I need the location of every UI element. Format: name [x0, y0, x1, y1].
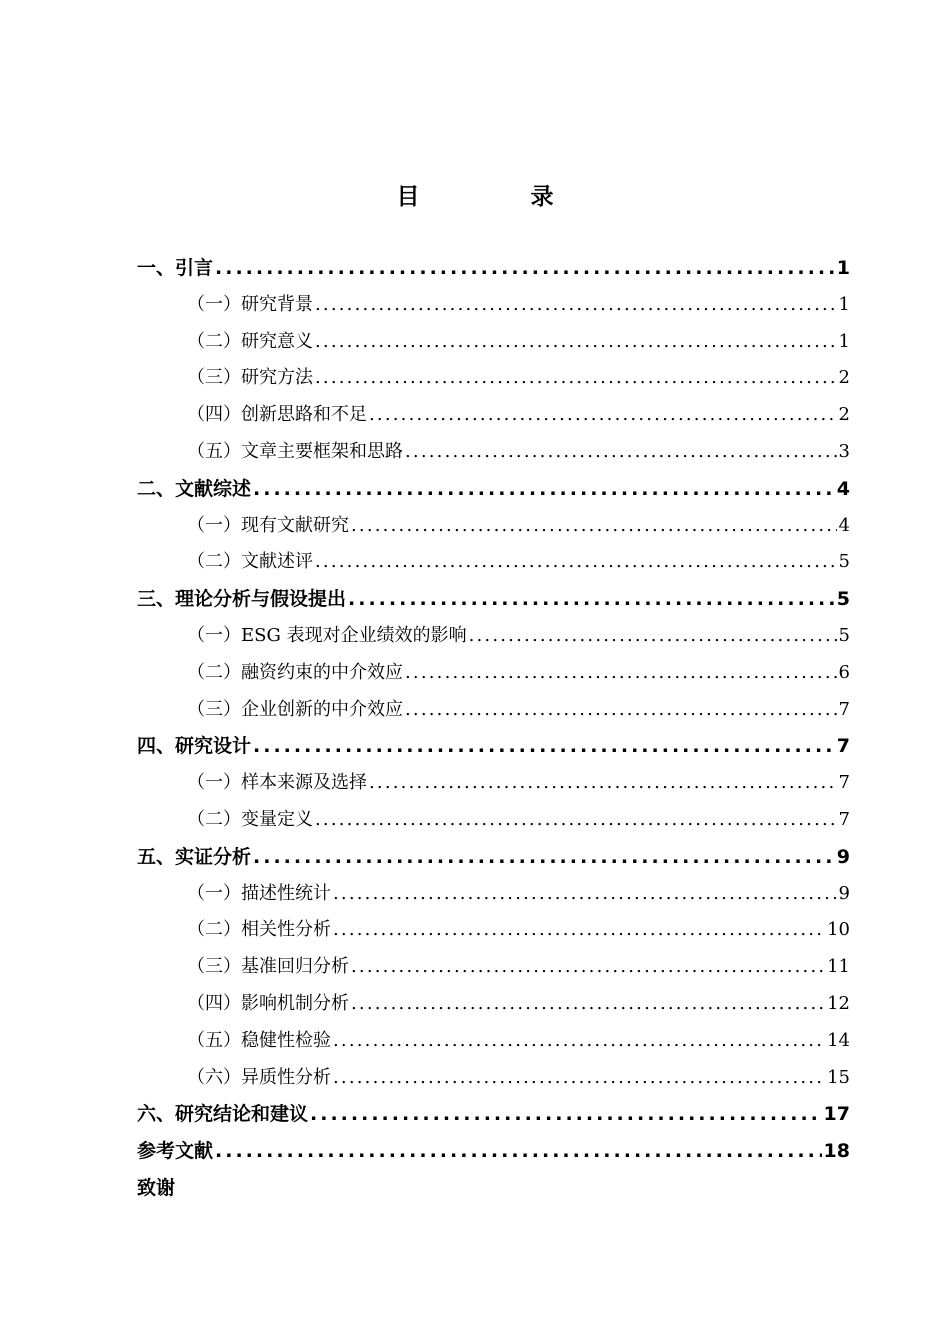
toc-entry-label: （三）研究方法: [187, 367, 313, 389]
toc-dot-leader: [405, 434, 837, 471]
toc-section-entry[interactable]: [137, 508, 850, 545]
toc-page-number: 6: [838, 661, 850, 683]
toc-page-number: 7: [838, 808, 850, 830]
toc-page-number: 7: [836, 735, 850, 758]
toc-section-entry[interactable]: [137, 692, 850, 729]
toc-entry-label: 四、研究设计: [137, 735, 252, 758]
toc-section-entry[interactable]: [137, 544, 850, 581]
toc-entry-label: （五）稳健性检验: [187, 1029, 331, 1051]
toc-dot-leader: [351, 949, 825, 986]
toc-entry-label: （二）研究意义: [187, 330, 313, 352]
toc-section-entry[interactable]: [137, 912, 850, 949]
toc-dot-leader: [215, 1133, 822, 1170]
toc-dot-leader: [469, 618, 837, 655]
toc-dot-leader: [369, 765, 837, 802]
toc-page-number: 7: [838, 698, 850, 720]
toc-chapter-entry[interactable]: [137, 1170, 850, 1207]
toc-entry-label: （一）样本来源及选择: [187, 772, 367, 794]
toc-chapter-entry[interactable]: [137, 250, 850, 287]
toc-section-entry[interactable]: [137, 986, 850, 1023]
toc-chapter-entry[interactable]: [137, 839, 850, 876]
toc-entry-label: 一、引言: [137, 257, 214, 279]
toc-dot-leader: [315, 360, 837, 397]
toc-entry-label: （二）变量定义: [187, 808, 313, 830]
toc-entry-label: 三、理论分析与假设提出: [137, 588, 347, 611]
toc-entry-label: （五）文章主要框架和思路: [187, 440, 403, 462]
toc-page-number: 5: [838, 551, 850, 573]
toc-page-number: 14: [827, 1029, 850, 1051]
toc-section-entry[interactable]: [137, 618, 850, 655]
toc-page-number: 5: [836, 588, 850, 611]
toc-page-number: 1: [838, 293, 850, 315]
toc-page-number: 2: [838, 404, 850, 426]
toc-entry-label: （三）企业创新的中介效应: [187, 698, 403, 720]
toc-entry-label: 参考文献: [137, 1140, 214, 1163]
toc-dot-leader: [351, 986, 825, 1023]
toc-section-entry[interactable]: [137, 1060, 850, 1097]
toc-dot-leader: [348, 581, 835, 618]
toc-entry-label: 六、研究结论和建议: [137, 1103, 309, 1126]
toc-section-entry[interactable]: [137, 324, 850, 361]
toc-entry-label: （二）文献述评: [187, 551, 313, 573]
toc-chapter-entry[interactable]: [137, 581, 850, 618]
toc-entry-label: （一）现有文献研究: [187, 514, 349, 536]
toc-page-number: 2: [838, 367, 850, 389]
toc-chapter-entry[interactable]: [137, 1133, 850, 1170]
toc-entry-label: （一）描述性统计: [187, 882, 331, 904]
toc-section-entry[interactable]: [137, 655, 850, 692]
toc-section-entry[interactable]: [137, 434, 850, 471]
toc-page-number: 12: [827, 992, 850, 1014]
toc-dot-leader: [333, 876, 837, 913]
toc-dot-leader: [315, 544, 837, 581]
toc-dot-leader: [253, 471, 835, 508]
toc-page-number: 9: [836, 845, 850, 868]
toc-section-entry[interactable]: [137, 802, 850, 839]
toc-dot-leader: [333, 912, 825, 949]
toc-dot-leader: [405, 655, 837, 692]
table-of-contents: [137, 250, 850, 1207]
toc-dot-leader: [333, 1060, 825, 1097]
page-title: 目 录: [396, 184, 598, 210]
toc-chapter-entry[interactable]: [137, 471, 850, 508]
toc-entry-label: 二、文献综述: [137, 477, 252, 500]
toc-entry-label: （一）ESG 表现对企业绩效的影响: [187, 624, 467, 646]
toc-section-entry[interactable]: [137, 287, 850, 324]
toc-page-number: 4: [836, 477, 850, 500]
toc-entry-label: （四）影响机制分析: [187, 992, 349, 1014]
toc-page-number: 3: [838, 440, 850, 462]
toc-chapter-entry[interactable]: [137, 1096, 850, 1133]
toc-entry-label: （二）融资约束的中介效应: [187, 661, 403, 683]
toc-page-number: 18: [823, 1140, 850, 1163]
toc-entry-label: （一）研究背景: [187, 293, 313, 315]
toc-page-number: 4: [838, 514, 850, 536]
toc-section-entry[interactable]: [137, 397, 850, 434]
toc-entry-label: 致谢: [137, 1176, 176, 1199]
toc-entry-label: 五、实证分析: [137, 845, 252, 868]
toc-dot-leader: [310, 1096, 822, 1133]
toc-page-number: 5: [838, 624, 850, 646]
toc-section-entry[interactable]: [137, 360, 850, 397]
toc-dot-leader: [369, 397, 837, 434]
toc-dot-leader: [315, 287, 837, 324]
toc-page-number: 1: [838, 330, 850, 352]
toc-chapter-entry[interactable]: [137, 728, 850, 765]
toc-dot-leader: [351, 508, 837, 545]
toc-page-number: 7: [838, 772, 850, 794]
toc-entry-label: （四）创新思路和不足: [187, 404, 367, 426]
toc-page-number: 9: [838, 882, 850, 904]
toc-dot-leader: [253, 839, 835, 876]
toc-dot-leader: [333, 1023, 825, 1060]
toc-page-number: 11: [827, 956, 850, 978]
toc-dot-leader: [315, 324, 837, 361]
toc-section-entry[interactable]: [137, 949, 850, 986]
toc-entry-label: （二）相关性分析: [187, 919, 331, 941]
toc-page-number: 1: [836, 257, 850, 279]
toc-dot-leader: [253, 728, 835, 765]
toc-page-number: 15: [827, 1066, 850, 1088]
toc-section-entry[interactable]: [137, 765, 850, 802]
toc-entry-label: （三）基准回归分析: [187, 956, 349, 978]
toc-section-entry[interactable]: [137, 1023, 850, 1060]
toc-entry-label: （六）异质性分析: [187, 1066, 331, 1088]
toc-section-entry[interactable]: [137, 876, 850, 913]
toc-dot-leader: [405, 692, 837, 729]
toc-dot-leader: [215, 250, 835, 287]
toc-page-number: 10: [827, 919, 850, 941]
toc-page-number: 17: [823, 1103, 850, 1126]
toc-dot-leader: [315, 802, 837, 839]
